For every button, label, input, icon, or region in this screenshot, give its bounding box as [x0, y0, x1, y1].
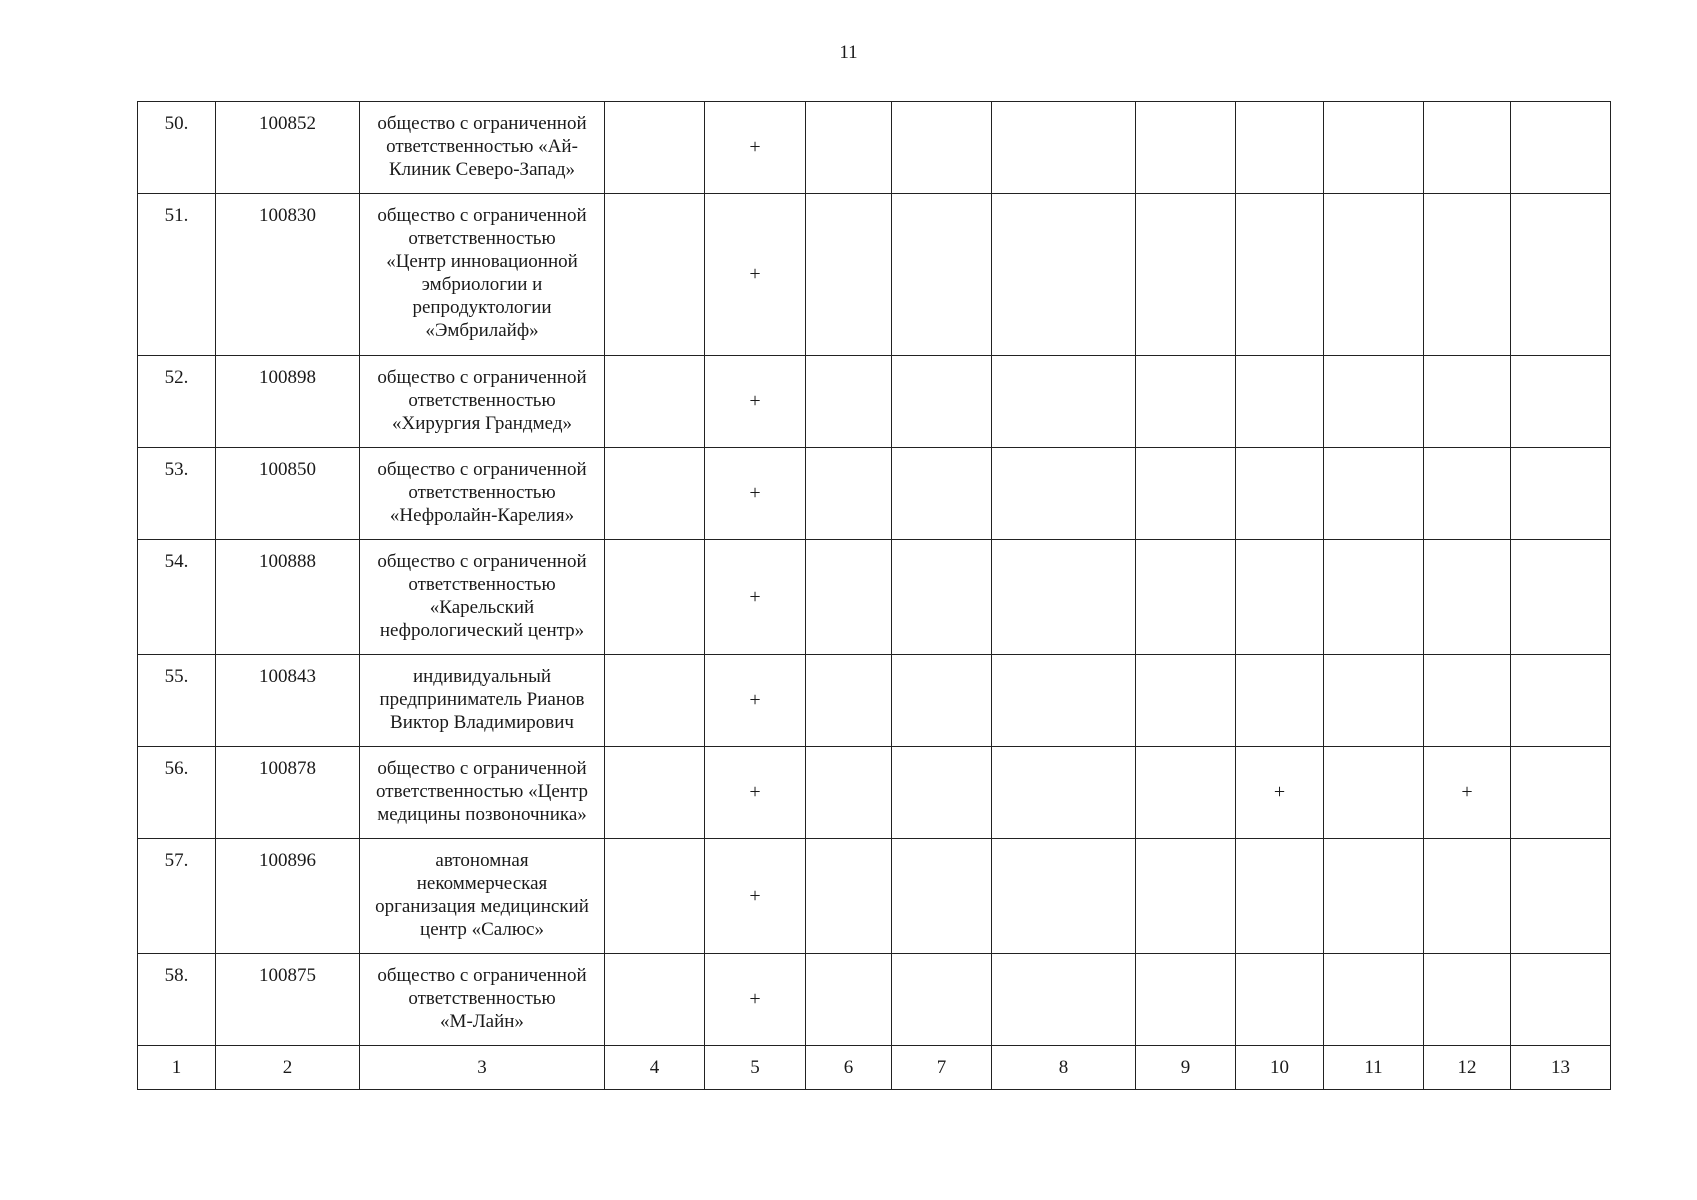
organization-name-line: ответственностью	[408, 482, 556, 503]
table-row	[138, 747, 1611, 839]
organization-name-line: ответственностью	[408, 988, 556, 1009]
table-row	[138, 954, 1611, 1046]
mark-cell	[605, 655, 705, 747]
mark-cell: +	[1424, 747, 1511, 839]
mark-cell	[1136, 356, 1236, 448]
mark-cell	[1511, 356, 1611, 448]
mark-cell	[1324, 540, 1424, 655]
mark-cell	[1511, 954, 1611, 1046]
mark-cell	[1324, 839, 1424, 954]
mark-cell	[1136, 102, 1236, 194]
mark-cell	[892, 747, 992, 839]
organization-name-line: общество с ограниченной	[377, 367, 587, 388]
organization-name	[360, 954, 605, 1046]
table-row	[138, 194, 1611, 356]
mark-cell	[892, 448, 992, 540]
mark-cell	[806, 102, 892, 194]
mark-cell	[992, 448, 1136, 540]
mark-cell	[1324, 448, 1424, 540]
mark-cell	[1236, 448, 1324, 540]
table-row	[138, 540, 1611, 655]
mark-cell	[806, 448, 892, 540]
row-number: 56.	[138, 747, 216, 839]
column-number-row	[138, 1046, 1611, 1090]
mark-cell	[992, 356, 1136, 448]
mark-cell	[892, 954, 992, 1046]
row-number: 54.	[138, 540, 216, 655]
organization-name-line: репродуктологии	[412, 297, 552, 318]
organization-name-line: общество с ограниченной	[377, 205, 587, 226]
mark-cell	[605, 194, 705, 356]
mark-cell	[605, 448, 705, 540]
mark-cell	[1236, 655, 1324, 747]
mark-cell	[892, 356, 992, 448]
mark-cell	[1424, 448, 1511, 540]
registry-code: 100898	[216, 356, 360, 448]
organization-name-line: ответственностью	[408, 390, 556, 411]
mark-cell: +	[705, 839, 806, 954]
organization-name-line: «М-Лайн»	[440, 1011, 524, 1032]
mark-cell	[1136, 747, 1236, 839]
mark-cell	[806, 747, 892, 839]
mark-cell	[806, 839, 892, 954]
mark-cell	[1136, 540, 1236, 655]
organization-name	[360, 540, 605, 655]
mark-cell	[806, 194, 892, 356]
organization-name-line: организация медицинский	[375, 896, 589, 917]
registry-code: 100843	[216, 655, 360, 747]
mark-cell	[892, 655, 992, 747]
mark-cell	[1236, 839, 1324, 954]
mark-cell	[605, 356, 705, 448]
mark-cell	[605, 839, 705, 954]
mark-cell	[992, 655, 1136, 747]
registry-code: 100878	[216, 747, 360, 839]
organization-name-line: «Хирургия Грандмед»	[391, 413, 573, 434]
table-row	[138, 839, 1611, 954]
mark-cell	[992, 194, 1136, 356]
organization-name-line: эмбриологии и	[421, 274, 543, 295]
column-number: 12	[1424, 1046, 1511, 1090]
mark-cell	[605, 540, 705, 655]
organization-name-line: ответственностью	[408, 228, 556, 249]
mark-cell	[892, 839, 992, 954]
mark-cell	[1136, 954, 1236, 1046]
mark-cell: +	[705, 194, 806, 356]
mark-cell	[1424, 540, 1511, 655]
mark-cell: +	[1236, 747, 1324, 839]
organization-name-line: Клиник Северо-Запад»	[388, 159, 576, 180]
mark-cell	[1511, 747, 1611, 839]
table-row	[138, 655, 1611, 747]
organization-name-line: индивидуальный	[412, 666, 552, 687]
page-number: 11	[839, 42, 858, 63]
mark-cell	[1236, 102, 1324, 194]
mark-cell	[1511, 448, 1611, 540]
mark-cell	[605, 102, 705, 194]
mark-cell	[1424, 194, 1511, 356]
mark-cell	[806, 954, 892, 1046]
mark-cell	[1511, 655, 1611, 747]
mark-cell	[892, 540, 992, 655]
mark-cell	[1424, 356, 1511, 448]
mark-cell	[892, 194, 992, 356]
row-number: 58.	[138, 954, 216, 1046]
mark-cell	[1324, 747, 1424, 839]
mark-cell: +	[705, 448, 806, 540]
mark-cell	[1424, 954, 1511, 1046]
mark-cell	[806, 540, 892, 655]
mark-cell	[1136, 655, 1236, 747]
row-number: 53.	[138, 448, 216, 540]
mark-cell	[992, 839, 1136, 954]
registry-code: 100830	[216, 194, 360, 356]
table-body	[138, 102, 1611, 1090]
organization-name-line: медицины позвоночника»	[377, 804, 587, 825]
mark-cell: +	[705, 540, 806, 655]
mark-cell	[1324, 954, 1424, 1046]
mark-cell	[1511, 540, 1611, 655]
organization-name	[360, 839, 605, 954]
row-number: 55.	[138, 655, 216, 747]
register-table	[137, 101, 1611, 1090]
organization-name	[360, 448, 605, 540]
organization-name-line: общество с ограниченной	[377, 758, 587, 779]
organization-name	[360, 102, 605, 194]
mark-cell: +	[705, 102, 806, 194]
organization-name-line: общество с ограниченной	[377, 551, 587, 572]
mark-cell	[992, 954, 1136, 1046]
organization-name-line: ответственностью «Ай-	[386, 136, 578, 157]
registry-code: 100850	[216, 448, 360, 540]
column-number: 11	[1324, 1046, 1424, 1090]
organization-name-line: «Карельский	[429, 597, 535, 618]
mark-cell	[1236, 540, 1324, 655]
mark-cell	[1424, 839, 1511, 954]
row-number: 57.	[138, 839, 216, 954]
column-number: 2	[216, 1046, 360, 1090]
mark-cell	[1511, 102, 1611, 194]
mark-cell	[1324, 655, 1424, 747]
registry-code: 100875	[216, 954, 360, 1046]
mark-cell	[992, 540, 1136, 655]
organization-name-line: общество с ограниченной	[377, 113, 587, 134]
row-number: 51.	[138, 194, 216, 356]
mark-cell	[806, 356, 892, 448]
mark-cell	[992, 102, 1136, 194]
organization-name-line: «Центр инновационной	[386, 251, 578, 272]
table-row	[138, 102, 1611, 194]
column-number: 13	[1511, 1046, 1611, 1090]
organization-name-line: нефрологический центр»	[379, 620, 585, 641]
organization-name	[360, 747, 605, 839]
mark-cell	[1511, 839, 1611, 954]
mark-cell	[1324, 102, 1424, 194]
organization-name-line: предприниматель Рианов	[379, 689, 585, 710]
organization-name-line: ответственностью «Центр	[376, 781, 588, 802]
mark-cell	[605, 747, 705, 839]
mark-cell: +	[705, 954, 806, 1046]
column-number: 10	[1236, 1046, 1324, 1090]
column-number: 1	[138, 1046, 216, 1090]
mark-cell	[605, 954, 705, 1046]
column-number: 8	[992, 1046, 1136, 1090]
mark-cell	[806, 655, 892, 747]
column-number: 4	[605, 1046, 705, 1090]
mark-cell	[1136, 448, 1236, 540]
column-number: 6	[806, 1046, 892, 1090]
organization-name-line: общество с ограниченной	[377, 459, 587, 480]
organization-name-line: ответственностью	[408, 574, 556, 595]
column-number: 5	[705, 1046, 806, 1090]
organization-name-line: общество с ограниченной	[377, 965, 587, 986]
mark-cell	[1511, 194, 1611, 356]
table-row	[138, 448, 1611, 540]
column-number: 9	[1136, 1046, 1236, 1090]
organization-name-line: центр «Салюс»	[420, 919, 544, 940]
column-number: 3	[360, 1046, 605, 1090]
registry-code: 100852	[216, 102, 360, 194]
organization-name-line: Виктор Владимирович	[390, 712, 574, 733]
mark-cell	[1236, 194, 1324, 356]
mark-cell	[1324, 356, 1424, 448]
mark-cell: +	[705, 747, 806, 839]
mark-cell	[992, 747, 1136, 839]
mark-cell: +	[705, 356, 806, 448]
mark-cell	[1136, 194, 1236, 356]
table-row	[138, 356, 1611, 448]
organization-name	[360, 194, 605, 356]
mark-cell	[1424, 102, 1511, 194]
row-number: 52.	[138, 356, 216, 448]
row-number: 50.	[138, 102, 216, 194]
mark-cell: +	[705, 655, 806, 747]
mark-cell	[1236, 954, 1324, 1046]
organization-name-line: автономная	[435, 850, 529, 871]
mark-cell	[892, 102, 992, 194]
column-number: 7	[892, 1046, 992, 1090]
organization-name	[360, 655, 605, 747]
registry-code: 100896	[216, 839, 360, 954]
organization-name-line: «Нефролайн-Карелия»	[389, 505, 575, 526]
organization-name-line: некоммерческая	[416, 873, 548, 894]
mark-cell	[1236, 356, 1324, 448]
mark-cell	[1424, 655, 1511, 747]
mark-cell	[1136, 839, 1236, 954]
mark-cell	[1324, 194, 1424, 356]
organization-name-line: «Эмбрилайф»	[425, 320, 539, 341]
organization-name	[360, 356, 605, 448]
registry-code: 100888	[216, 540, 360, 655]
